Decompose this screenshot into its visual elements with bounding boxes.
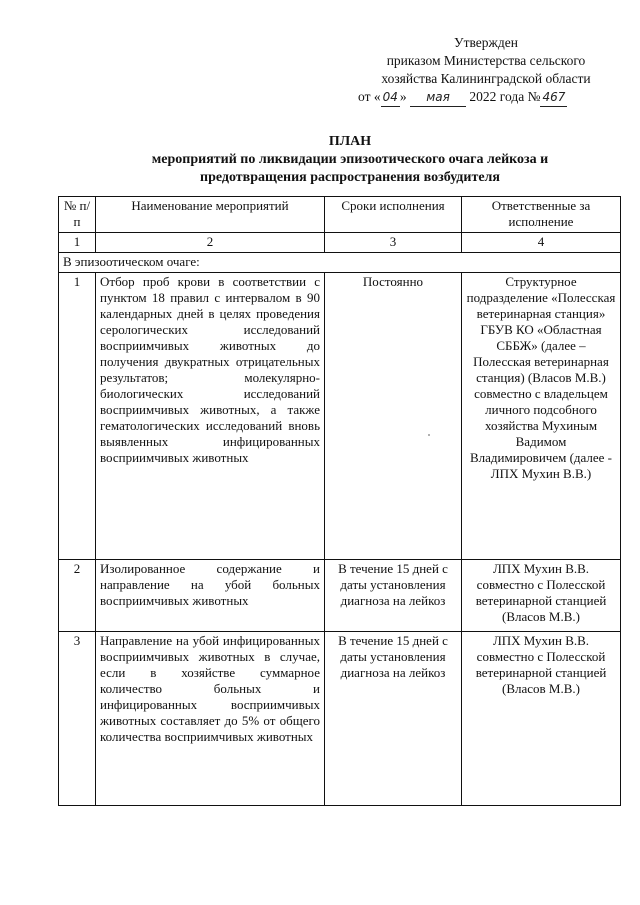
date-mid: » bbox=[399, 89, 407, 104]
date-month: мая bbox=[410, 88, 466, 107]
approval-line-3: хозяйства Калининградской области bbox=[381, 71, 591, 86]
row-resp: ЛПХ Мухин В.В. совместно с Полесской ветеринарной станцией (Власов М.В.) bbox=[462, 632, 621, 806]
index-cell: 4 bbox=[462, 233, 621, 253]
row-resp: Структурное подразделение «Полесская ветеринарная станция» ГБУВ КО «Областная СББЖ» (далее – Полесская ветеринарная станция) (Власов М.В.) совместно с владельцем личного подсобного хозяйства Мухиным Вадимом Владимировичем (далее - ЛПХ Мухин В.В.) bbox=[462, 273, 621, 560]
table-row bbox=[59, 560, 621, 632]
approval-stamp bbox=[356, 34, 616, 107]
section-label: В эпизоотическом очаге: bbox=[59, 253, 621, 273]
document-title bbox=[60, 133, 640, 187]
approval-date-line bbox=[356, 88, 616, 107]
scan-speck bbox=[428, 434, 430, 436]
plan-subtitle-line-2: предотвращения распространения возбудителя bbox=[200, 170, 500, 185]
row-name: Направление на убой инфицированных восприимчивых животных в случае, если в хозяйстве суммарное количество больных и инфицированных восприимчивых животных составляет до 5% от общего количества восприимчивых животных bbox=[96, 632, 325, 806]
row-num: 2 bbox=[59, 560, 96, 632]
section-row bbox=[59, 253, 621, 273]
row-term: В течение 15 дней с даты установления диагноза на лейкоз bbox=[325, 560, 462, 632]
row-resp: ЛПХ Мухин В.В. совместно с Полесской ветеринарной станцией (Власов М.В.) bbox=[462, 560, 621, 632]
table-row bbox=[59, 273, 621, 560]
row-term: В течение 15 дней с даты установления диагноза на лейкоз bbox=[325, 632, 462, 806]
header-resp: Ответственные за исполнение bbox=[462, 197, 621, 233]
index-cell: 1 bbox=[59, 233, 96, 253]
order-number: 467 bbox=[540, 88, 567, 107]
approval-line-2: приказом Министерства сельского bbox=[386, 53, 586, 68]
row-num: 1 bbox=[59, 273, 96, 560]
measures-table bbox=[58, 196, 621, 806]
index-cell: 3 bbox=[325, 233, 462, 253]
date-day: 04 bbox=[381, 88, 400, 107]
row-term: Постоянно bbox=[325, 273, 462, 560]
header-num: № п/п bbox=[59, 197, 96, 233]
approval-line-1: Утвержден bbox=[454, 35, 518, 50]
plan-heading: ПЛАН bbox=[328, 134, 372, 149]
row-name: Изолированное содержание и направление на убой больных восприимчивых животных bbox=[96, 560, 325, 632]
table-header-row bbox=[59, 197, 621, 233]
date-suffix: 2022 года № bbox=[469, 89, 541, 104]
index-row bbox=[59, 233, 621, 253]
header-name: Наименование мероприятий bbox=[96, 197, 325, 233]
table-row bbox=[59, 632, 621, 806]
date-prefix: от « bbox=[358, 89, 381, 104]
index-cell: 2 bbox=[96, 233, 325, 253]
row-name: Отбор проб крови в соответствии с пунктом 18 правил с интервалом в 90 календарных дней в целях проведения серологических исследований восприимчивых животных до получения двукратных отрицательных результатов; молекулярно-биологических исследований восприимчивых животных, а также гематологических исследований вновь выявленных инфицированных восприимчивых животных bbox=[96, 273, 325, 560]
plan-subtitle-line-1: мероприятий по ликвидации эпизоотического очага лейкоза и bbox=[151, 152, 549, 167]
header-term: Сроки исполнения bbox=[325, 197, 462, 233]
row-num: 3 bbox=[59, 632, 96, 806]
